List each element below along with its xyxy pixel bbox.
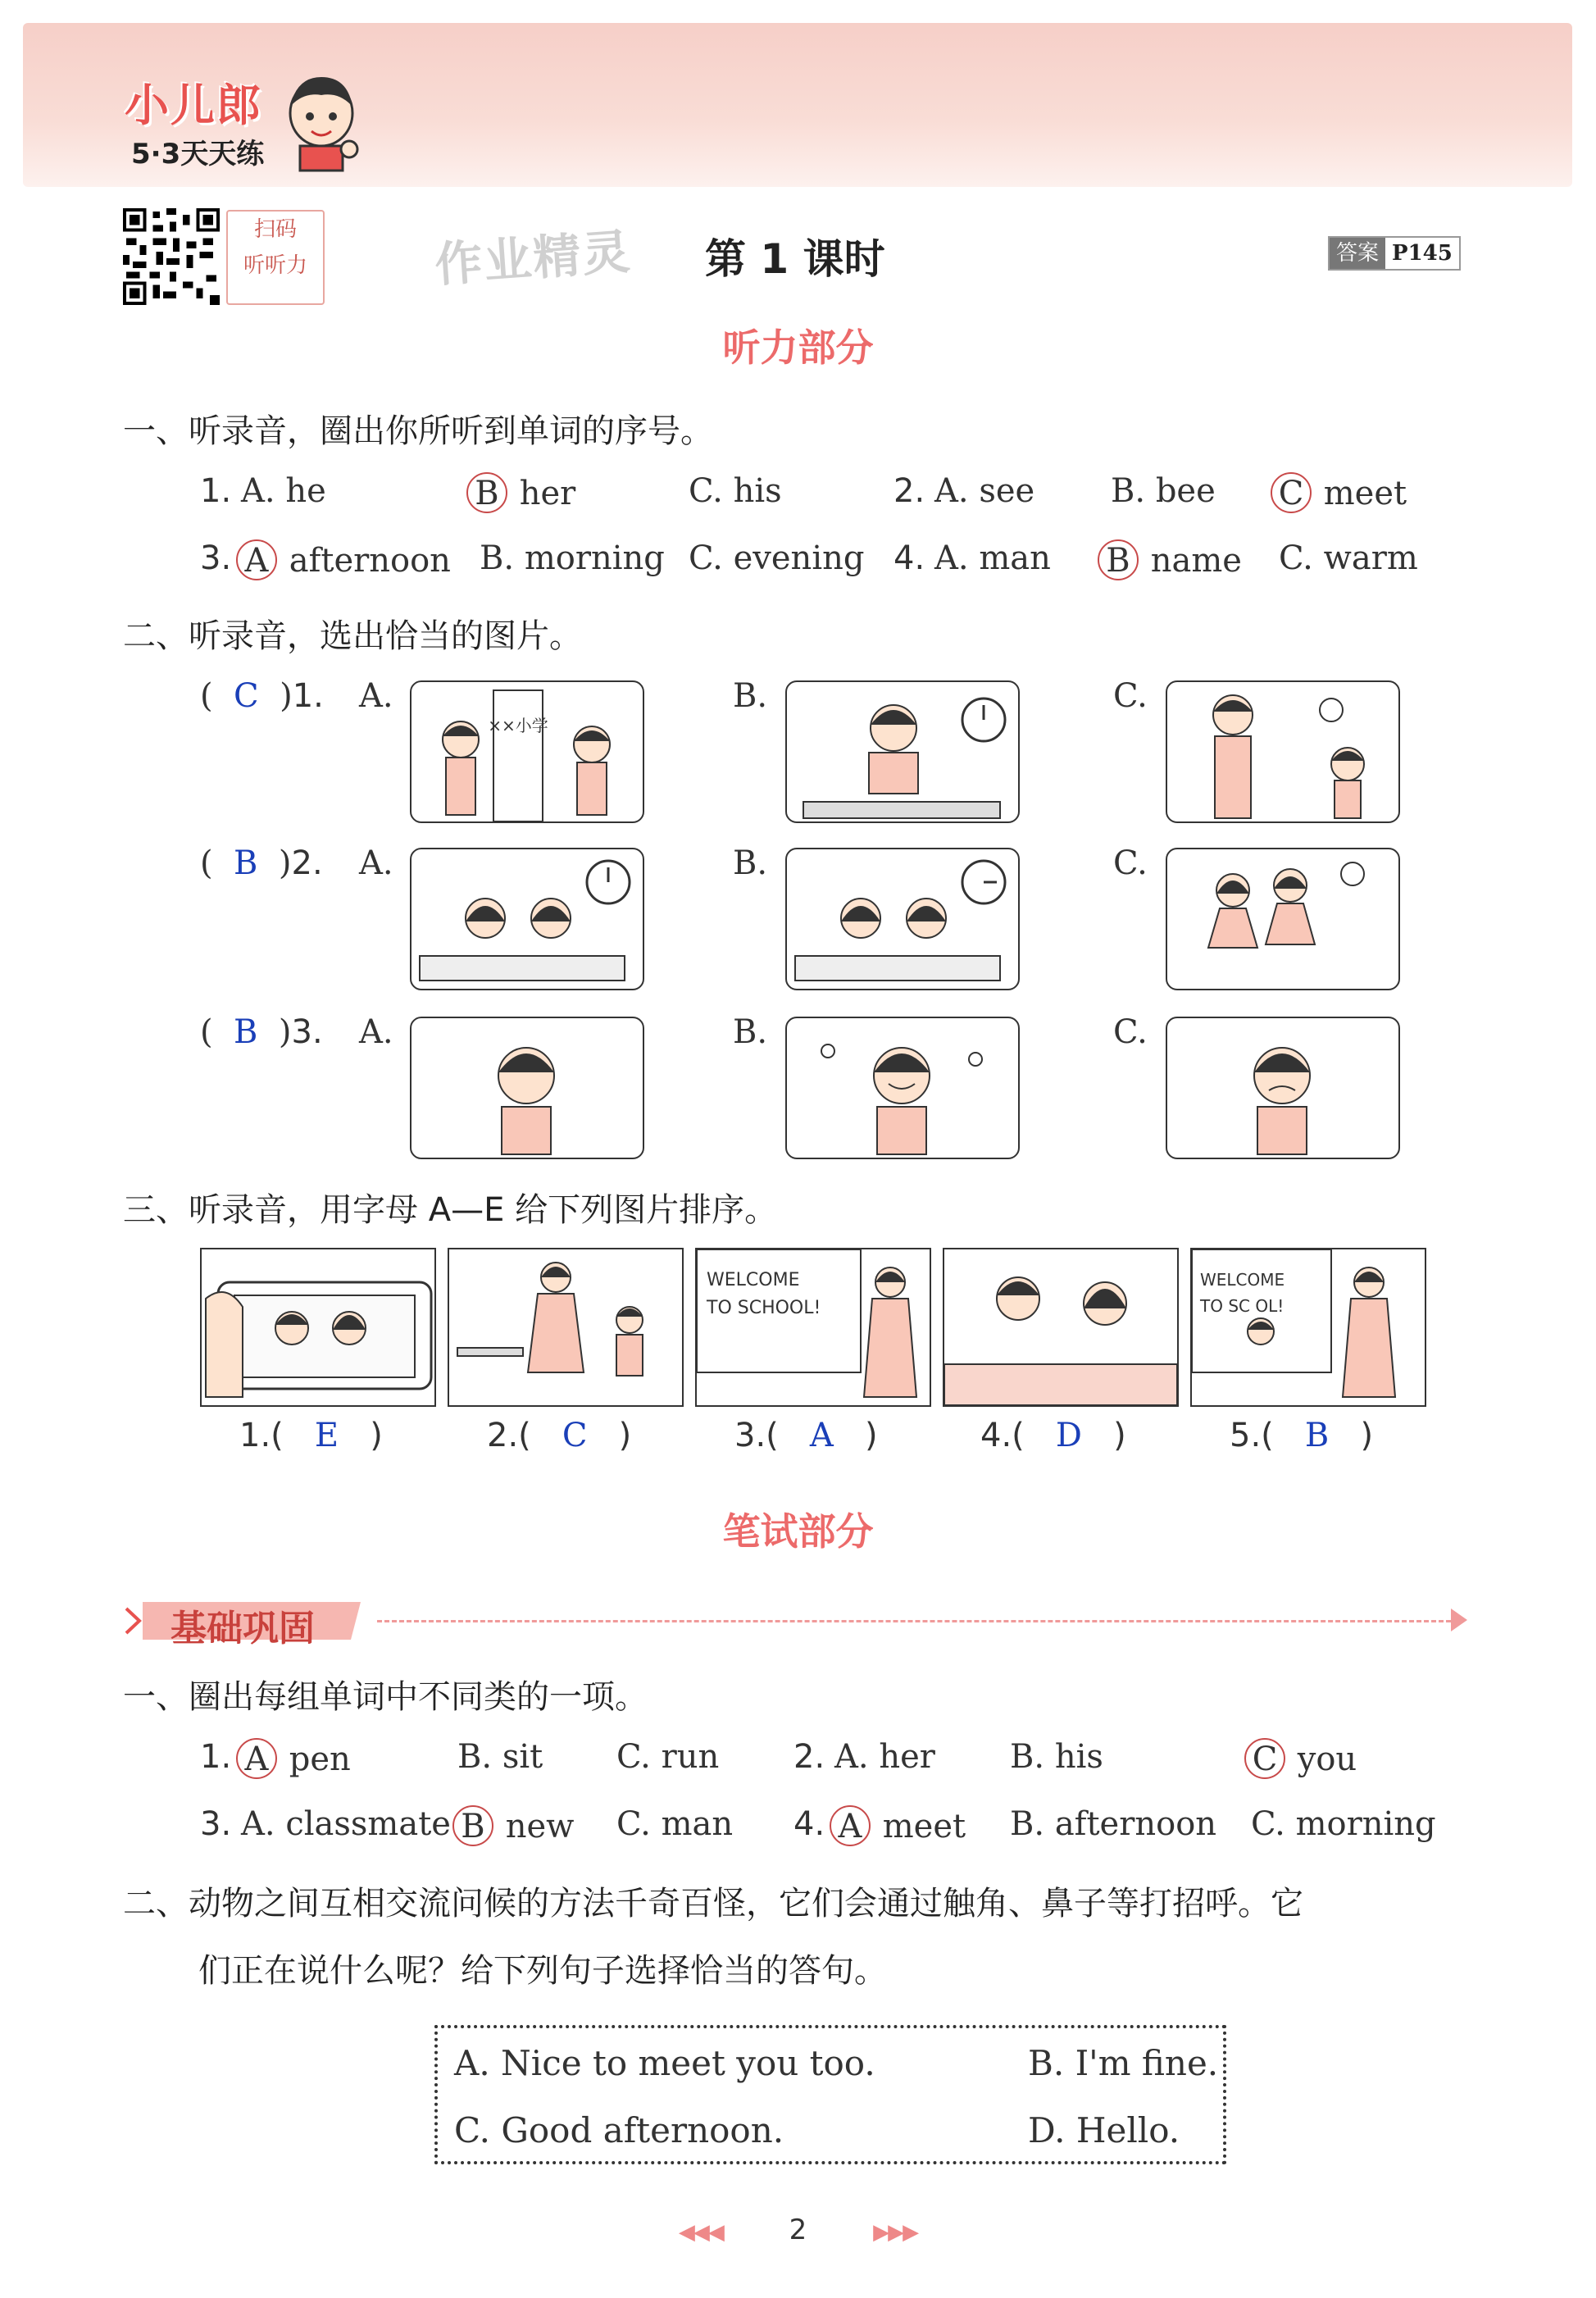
written-option-1-b[interactable]: B. sit [457, 1738, 543, 1776]
written-option-2-a[interactable]: A. her [834, 1738, 935, 1776]
option-3-c[interactable]: C. evening [689, 539, 865, 577]
written-option-4-a[interactable]: A meet [834, 1805, 966, 1846]
picture-label-c: C. [1113, 844, 1148, 882]
answer-bracket-1[interactable]: ( C )1. [200, 677, 324, 715]
item-number: 3. [200, 1805, 232, 1843]
item-number: 3. [734, 1417, 766, 1454]
scan-line2: 听听力 [243, 253, 307, 278]
option-1-b[interactable]: B her [471, 472, 575, 513]
sequence-answer-1[interactable]: 1.( E ) [239, 1417, 383, 1454]
written-option-1-a[interactable]: A pen [241, 1738, 351, 1779]
board-text: TO SC OL! [1200, 1296, 1285, 1316]
page-number: 2 [789, 2214, 807, 2246]
sequence-picture-2 [448, 1248, 684, 1407]
board-text: WELCOME [1200, 1270, 1285, 1290]
written-option-4-c[interactable]: C. morning [1251, 1805, 1436, 1843]
filled-answer: B [234, 844, 258, 882]
item-number: 1. [239, 1417, 271, 1454]
item-number: 2. [291, 844, 323, 882]
picture-option-2-c[interactable] [1166, 848, 1400, 990]
board-text: WELCOME [707, 1270, 800, 1290]
sequence-picture-1 [200, 1248, 436, 1407]
written-option-1-c[interactable]: C. run [616, 1738, 720, 1776]
page-footer [0, 2214, 1596, 2246]
picture-label-a: A. [359, 677, 393, 715]
filled-answer: D [1055, 1417, 1082, 1454]
written-option-2-c[interactable]: C you [1249, 1738, 1357, 1779]
answer-page-reference[interactable] [1328, 236, 1461, 271]
lesson-title: 第 1 课时 [705, 235, 885, 283]
circled-answer: C [1244, 1738, 1285, 1779]
item-number: 3. [291, 1013, 323, 1051]
arrow-right-icon [1451, 1609, 1467, 1631]
item-number: 4. [980, 1417, 1012, 1454]
item-number: 1. [292, 677, 324, 715]
item-number: 2. [893, 472, 925, 510]
option-4-b[interactable]: B name [1103, 539, 1242, 580]
listening-section-title: 听力部分 [722, 325, 874, 370]
option-2-b[interactable]: B. bee [1111, 472, 1216, 510]
item-number: 5. [1230, 1417, 1262, 1454]
written-part1-heading: 一、圈出每组单词中不同类的一项。 [123, 1678, 648, 1716]
picture-label-a: A. [359, 844, 393, 882]
qr-code-icon[interactable] [123, 208, 220, 305]
filled-answer: C [234, 677, 259, 715]
picture-option-2-b[interactable] [785, 848, 1020, 990]
sequence-picture-3 [695, 1248, 931, 1407]
sequence-answer-5[interactable]: 5.( B ) [1230, 1417, 1374, 1454]
circled-answer: A [236, 1738, 277, 1779]
answer-bracket-2[interactable]: ( B )2. [200, 844, 323, 882]
option-3-a[interactable]: A afternoon [241, 539, 451, 580]
item-number: 2. [793, 1738, 825, 1776]
sequence-picture-5 [1190, 1248, 1426, 1407]
picture-label-a: A. [359, 1013, 393, 1051]
written-option-4-b[interactable]: B. afternoon [1010, 1805, 1217, 1843]
option-2-c[interactable]: C meet [1275, 472, 1407, 513]
picture-label-b: B. [733, 677, 768, 715]
option-4-c[interactable]: C. warm [1279, 539, 1418, 577]
answer-label: 答案 [1330, 238, 1385, 269]
filled-answer: C [562, 1417, 588, 1454]
item-number: 4. [793, 1805, 825, 1843]
listening-part3-heading: 三、听录音，用字母 A—E 给下列图片排序。 [123, 1191, 778, 1229]
circled-answer: B [1098, 539, 1139, 580]
item-number: 1. [200, 472, 232, 510]
answer-bracket-3[interactable]: ( B )3. [200, 1013, 323, 1051]
sequence-answer-3[interactable]: 3.( A ) [734, 1417, 878, 1454]
scan-to-listen-label [226, 210, 325, 305]
answer-option-a: A. Nice to meet you too. [454, 2043, 875, 2083]
picture-option-1-b[interactable] [785, 680, 1020, 823]
circled-answer: A [236, 539, 277, 580]
listening-part2-heading: 二、听录音，选出恰当的图片。 [123, 617, 582, 655]
divider [377, 1620, 1451, 1622]
circled-answer: C [1271, 472, 1312, 513]
option-1-c[interactable]: C. his [689, 472, 782, 510]
picture-option-3-c[interactable] [1166, 1017, 1400, 1159]
item-number: 4. [893, 539, 925, 577]
written-part2-heading-line1: 二、动物之间互相交流问候的方法千奇百怪，它们会通过触角、鼻子等打招呼。它 [123, 1885, 1303, 1923]
item-number: 2. [487, 1417, 519, 1454]
picture-option-1-a[interactable] [410, 680, 644, 823]
answer-option-c: C. Good afternoon. [454, 2110, 784, 2150]
picture-label-b: B. [733, 1013, 768, 1051]
filled-answer: B [1304, 1417, 1330, 1454]
picture-label-b: B. [733, 844, 768, 882]
picture-option-2-a[interactable] [410, 848, 644, 990]
written-part2-heading-line2: 们正在说什么呢？给下列句子选择恰当的答句。 [198, 1952, 887, 1990]
option-3-b[interactable]: B. morning [480, 539, 665, 577]
watermark: 作业精灵 [433, 223, 634, 294]
filled-answer: A [809, 1417, 834, 1454]
written-option-2-b[interactable]: B. his [1010, 1738, 1103, 1776]
written-section-title: 笔试部分 [722, 1509, 874, 1554]
picture-option-3-a[interactable] [410, 1017, 644, 1159]
picture-option-1-c[interactable] [1166, 680, 1400, 823]
picture-label-c: C. [1113, 677, 1148, 715]
board-text: TO SCHOOL! [707, 1298, 821, 1318]
basic-tag-text: 基础巩固 [171, 1608, 315, 1650]
option-4-a[interactable]: A. man [934, 539, 1051, 577]
basic-consolidation-tag [123, 1597, 369, 1650]
option-2-a[interactable]: A. see [934, 472, 1035, 510]
answer-options-panel [434, 2025, 1226, 2164]
answer-option-d: D. Hello. [1028, 2110, 1180, 2150]
sequence-picture-4 [943, 1248, 1179, 1407]
mascot-icon [280, 71, 362, 172]
option-1-a[interactable]: A. he [241, 472, 326, 510]
sequence-answer-4[interactable]: 4.( D ) [980, 1417, 1126, 1454]
written-option-3-a[interactable]: A. classmate [241, 1805, 451, 1843]
answer-option-b: B. I'm fine. [1028, 2043, 1219, 2083]
picture-label-c: C. [1113, 1013, 1148, 1051]
filled-answer: B [234, 1013, 258, 1051]
written-option-3-b[interactable]: B new [457, 1805, 574, 1846]
circled-answer: B [452, 1805, 493, 1846]
circled-answer: B [466, 472, 507, 513]
prev-arrows-icon: ◀◀◀ [678, 2220, 723, 2245]
svg-text:××小学: ××小学 [488, 716, 548, 735]
listening-part1-heading: 一、听录音，圈出你所听到单词的序号。 [123, 412, 713, 450]
brand-logo: 小儿郎 [125, 80, 262, 131]
brand-subtitle: 5·3天天练 [131, 138, 265, 171]
sequence-answer-2[interactable]: 2.( C ) [487, 1417, 632, 1454]
item-number: 3. [200, 539, 232, 577]
circled-answer: A [830, 1805, 871, 1846]
item-number: 1. [200, 1738, 232, 1776]
filled-answer: E [314, 1417, 339, 1454]
written-option-3-c[interactable]: C. man [616, 1805, 734, 1843]
picture-option-3-b[interactable] [785, 1017, 1020, 1159]
scan-line1: 扫码 [253, 217, 297, 242]
answer-page: P145 [1392, 241, 1453, 266]
next-arrows-icon: ▶▶▶ [873, 2220, 918, 2245]
